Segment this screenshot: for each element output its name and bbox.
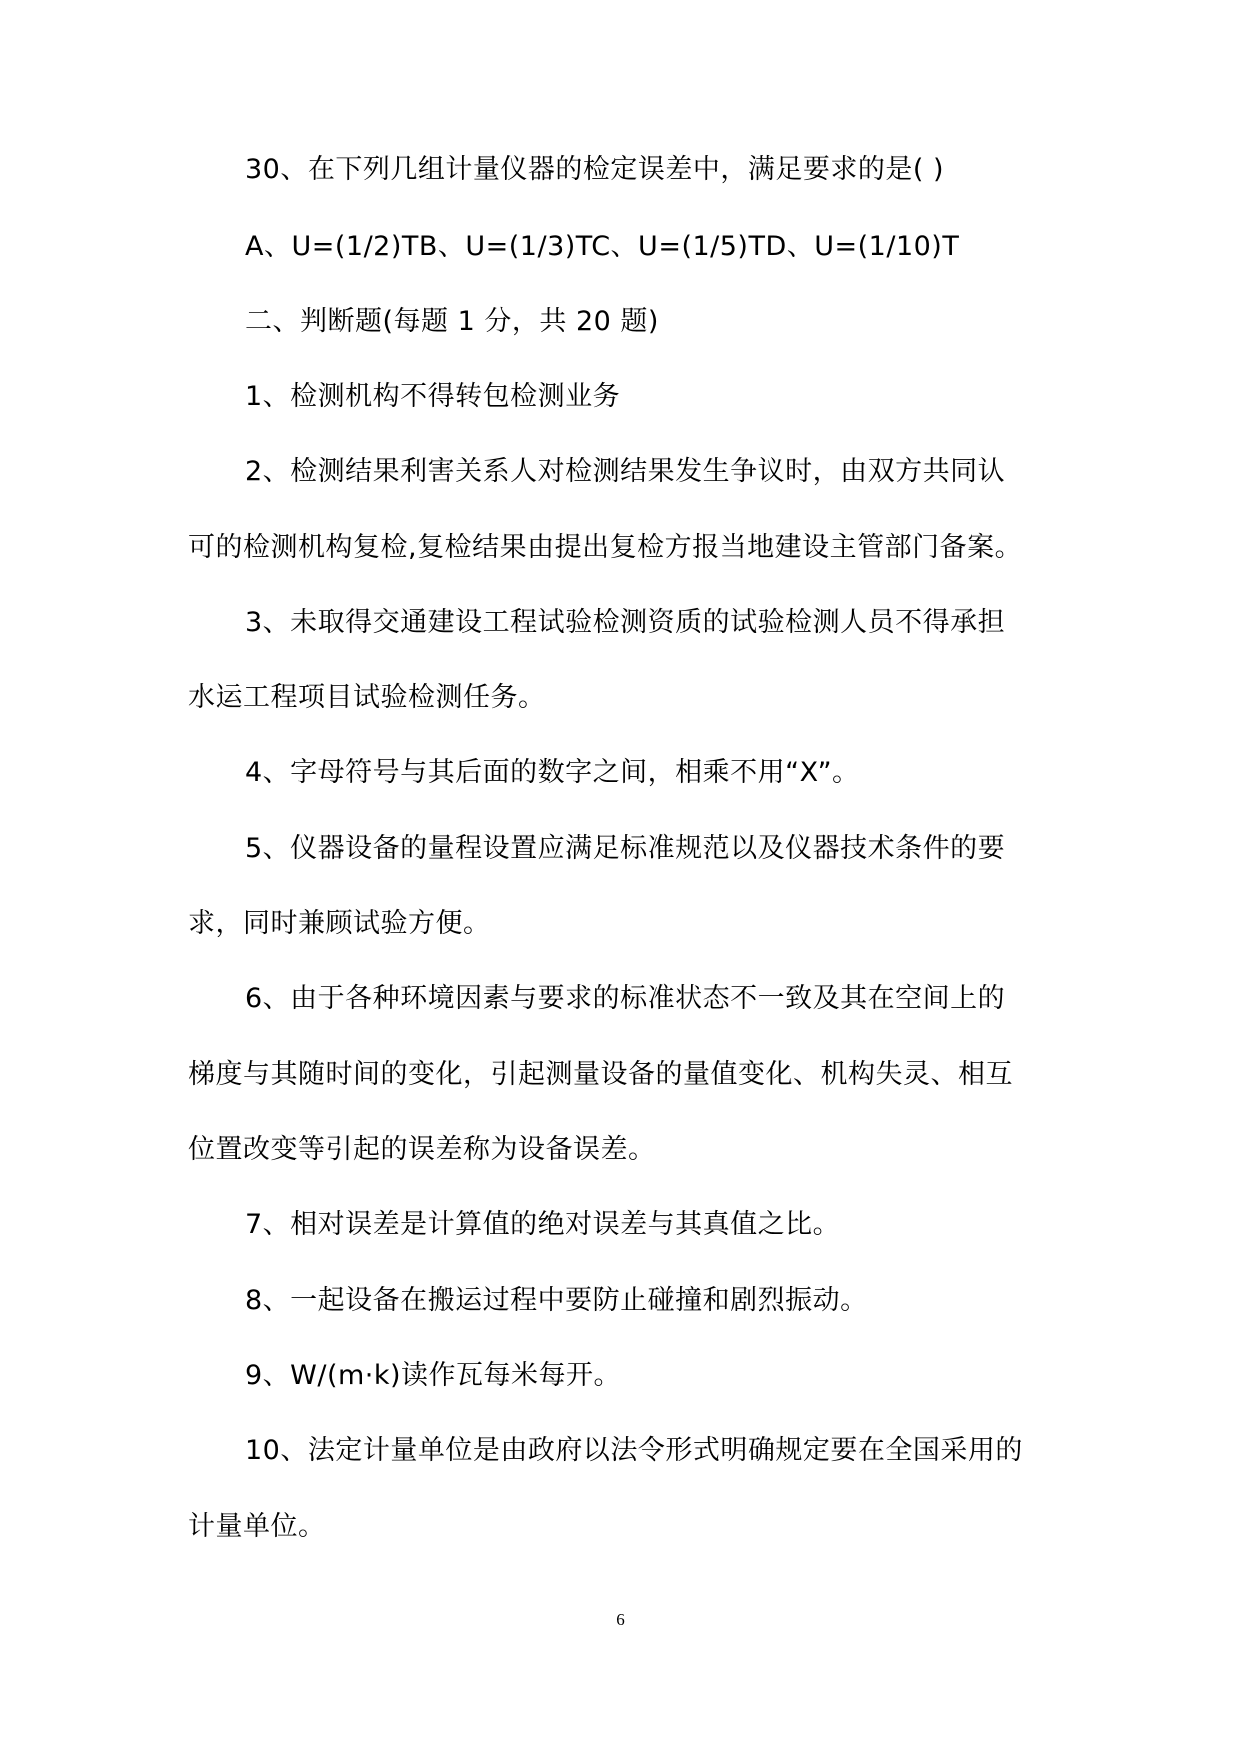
question-30: 30、在下列几组计量仪器的检定误差中，满足要求的是( )	[245, 154, 945, 185]
statement-10-line-2: 计量单位。	[188, 1511, 326, 1542]
question-30-options: A、U=(1/2)TB、U=(1/3)TC、U=(1/5)TD、U=(1/10)T	[245, 231, 960, 262]
statement-8: 8、一起设备在搬运过程中要防止碰撞和剧烈振动。	[245, 1285, 868, 1316]
statement-9: 9、W/(m·k)读作瓦每米每开。	[245, 1360, 622, 1391]
statement-10-line-1: 10、法定计量单位是由政府以法令形式明确规定要在全国采用的	[245, 1435, 1023, 1466]
section-heading-true-false: 二、判断题(每题 1 分，共 20 题)	[245, 306, 659, 337]
statement-6-line-3: 位置改变等引起的误差称为设备误差。	[188, 1134, 656, 1165]
statement-5-line-2: 求，同时兼顾试验方便。	[188, 908, 491, 939]
statement-3-line-2: 水运工程项目试验检测任务。	[188, 682, 546, 713]
statement-5-line-1: 5、仪器设备的量程设置应满足标准规范以及仪器技术条件的要	[245, 833, 1006, 864]
statement-2-line-1: 2、检测结果利害关系人对检测结果发生争议时，由双方共同认	[245, 456, 1006, 487]
statement-1: 1、检测机构不得转包检测业务	[245, 381, 621, 412]
statement-3-line-1: 3、未取得交通建设工程试验检测资质的试验检测人员不得承担	[245, 607, 1006, 638]
statement-6-line-1: 6、由于各种环境因素与要求的标准状态不一致及其在空间上的	[245, 983, 1006, 1014]
statement-6-line-2: 梯度与其随时间的变化，引起测量设备的量值变化、机构失灵、相互	[188, 1059, 1013, 1090]
statement-2-line-2: 可的检测机构复检,复检结果由提出复检方报当地建设主管部门备案。	[188, 532, 1023, 563]
statement-4: 4、字母符号与其后面的数字之间，相乘不用“X”。	[245, 757, 860, 788]
page-number: 6	[616, 1610, 625, 1629]
statement-7: 7、相对误差是计算值的绝对误差与其真值之比。	[245, 1209, 841, 1240]
